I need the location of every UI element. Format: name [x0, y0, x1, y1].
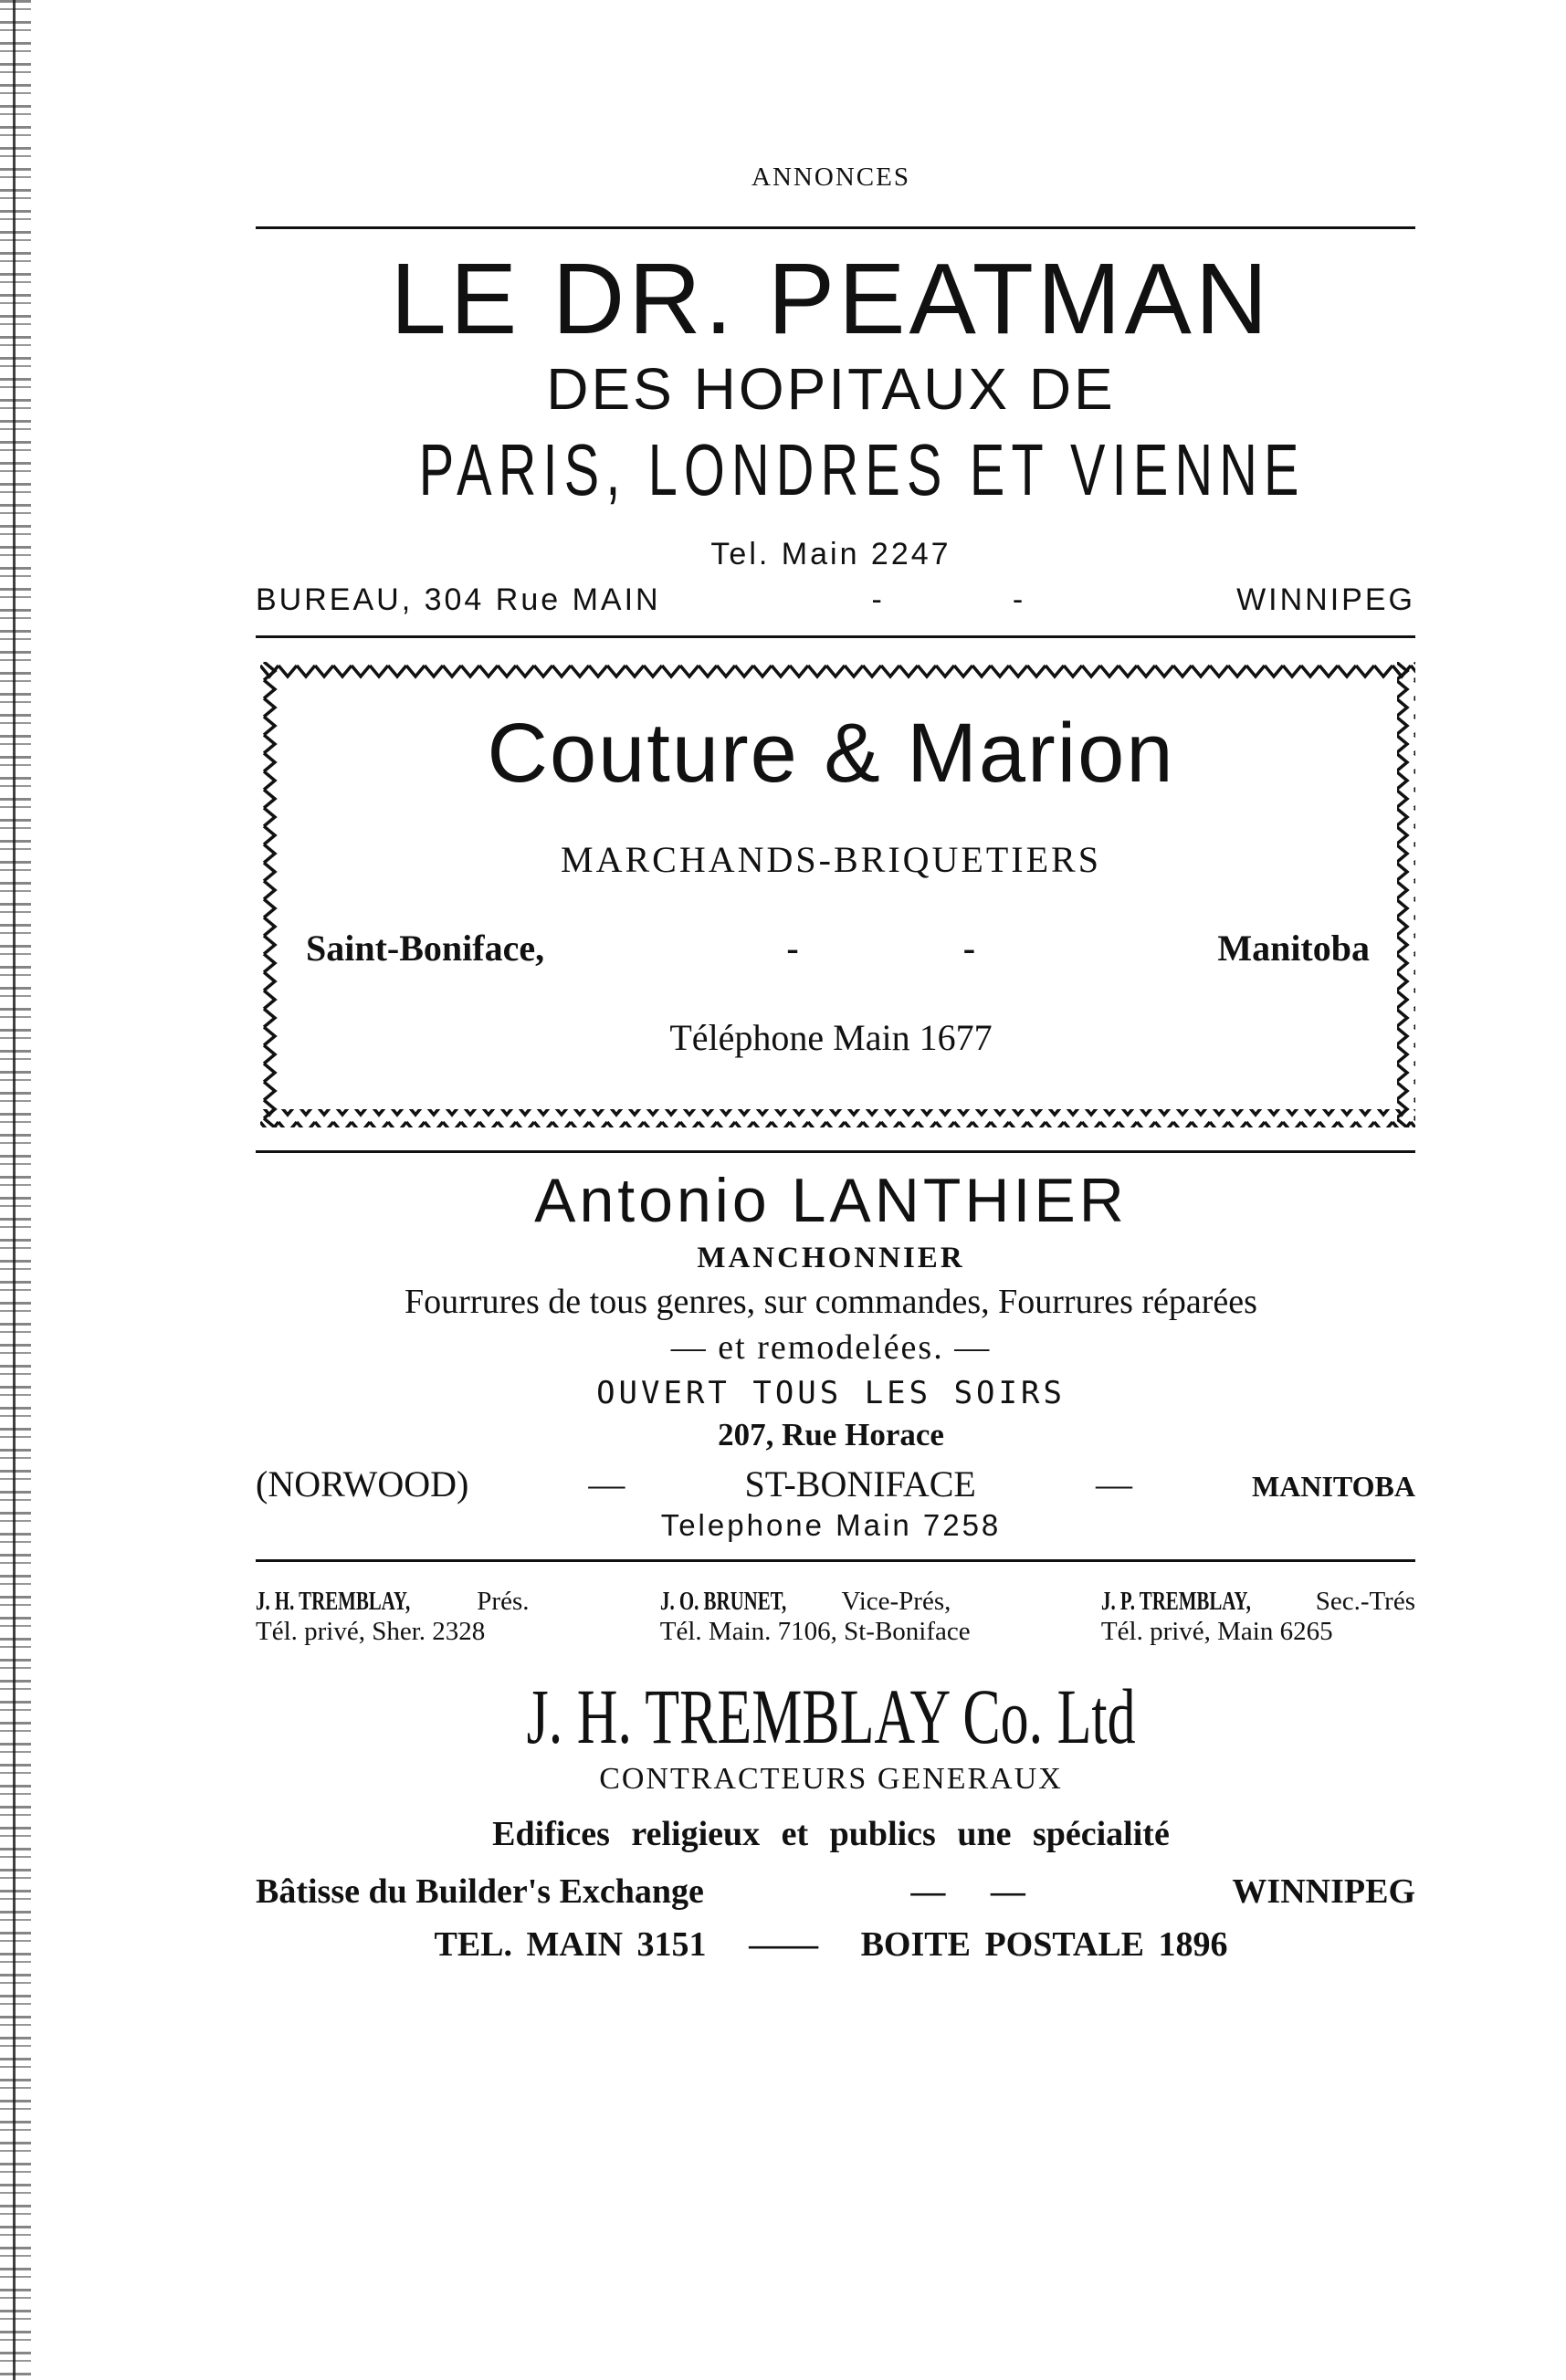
lanthier-desc2: — et remodelées. —: [670, 1328, 992, 1367]
lanthier-name: Antonio LANTHIER: [534, 1166, 1128, 1235]
officer-name: J. P. TREMBLAY,: [1100, 1587, 1251, 1616]
page-binding-line: [13, 0, 16, 2380]
peatman-line1: DES HOPITAUX DE: [546, 356, 1116, 422]
lanthier-dash: —: [588, 1463, 625, 1505]
peatman-office: BUREAU, 304 Rue MAIN: [256, 582, 661, 617]
officer-name: J. H. TREMBLAY,: [256, 1587, 411, 1616]
page-header: ANNONCES: [751, 163, 910, 192]
officer-name: J. O. BRUNET,: [659, 1587, 787, 1616]
lanthier-dash: —: [1095, 1463, 1132, 1505]
officer-phone: Tél. Main. 7106, St-Boniface: [659, 1617, 971, 1646]
tremblay-dash: — —: [910, 1872, 1025, 1911]
peatman-city: WINNIPEG: [1236, 582, 1415, 617]
lanthier-address: 207, Rue Horace: [718, 1417, 944, 1452]
officer-phone: Tél. privé, Main 6265: [1100, 1617, 1333, 1646]
couture-marion-province: Manitoba: [1217, 928, 1370, 969]
lanthier-open: OUVERT TOUS LES SOIRS: [596, 1375, 1066, 1411]
couture-marion-dash: -: [786, 928, 799, 969]
lanthier-trade: MANCHONNIER: [697, 1242, 965, 1274]
peatman-dash: -: [871, 582, 885, 617]
officer-role: Prés.: [477, 1587, 530, 1616]
peatman-line2: PARIS, LONDRES ET VIENNE: [418, 429, 1306, 510]
tremblay-city: WINNIPEG: [1232, 1872, 1415, 1911]
peatman-name: LE DR. PEATMAN: [390, 243, 1272, 355]
lanthier-location-row: [256, 1463, 1415, 1505]
lanthier-town: ST-BONIFACE: [744, 1463, 976, 1505]
couture-marion-name: Couture & Marion: [487, 707, 1175, 800]
lanthier-district: (NORWOOD): [256, 1463, 469, 1505]
tremblay-name-wrap: [247, 1672, 1415, 1760]
divider: [256, 635, 1415, 638]
peatman-line2-wrap: [247, 429, 1415, 511]
tremblay-building: Bâtisse du Builder's Exchange: [256, 1872, 704, 1911]
tremblay-specialty: Edifices religieux et publics une spécialité: [492, 1815, 1170, 1853]
divider: [256, 1150, 1415, 1153]
page-binding-edge: [0, 0, 31, 2380]
lanthier-desc1: Fourrures de tous genres, sur commandes, Fourrures réparées: [405, 1283, 1257, 1321]
couture-marion-dash: -: [962, 928, 976, 969]
tremblay-location-row: [256, 1871, 1415, 1912]
tremblay-separator: ——: [749, 1925, 819, 1964]
couture-marion-tel: Téléphone Main 1677: [669, 1017, 993, 1058]
officer-phone: Tél. privé, Sher. 2328: [256, 1617, 486, 1646]
tremblay-name: J. H. TREMBLAY Co. Ltd: [526, 1672, 1136, 1760]
tremblay-officer: [1101, 1587, 1415, 1647]
tremblay-tel: TEL. MAIN 3151: [434, 1925, 707, 1964]
lanthier-province: MANITOBA: [1252, 1470, 1415, 1503]
tremblay-box: BOITE POSTALE 1896: [860, 1925, 1228, 1964]
lanthier-tel: Telephone Main 7258: [660, 1508, 1002, 1542]
tremblay-officers: [256, 1587, 1415, 1647]
peatman-address-row: [256, 582, 1415, 618]
divider: [256, 226, 1415, 229]
divider: [256, 1559, 1415, 1562]
couture-marion-trade: MARCHANDS-BRIQUETIERS: [561, 839, 1101, 880]
couture-marion-location-row: [306, 927, 1370, 970]
tremblay-contact-row: [247, 1924, 1415, 1965]
tremblay-officer: [660, 1587, 971, 1647]
tremblay-trade: CONTRACTEURS GENERAUX: [599, 1762, 1063, 1796]
officer-role: Vice-Prés,: [841, 1587, 951, 1616]
tremblay-officer: [256, 1587, 529, 1647]
peatman-dash: -: [1012, 582, 1026, 617]
couture-marion-town: Saint-Boniface,: [306, 928, 545, 969]
officer-role: Sec.-Trés: [1315, 1587, 1415, 1616]
peatman-tel: Tel. Main 2247: [710, 537, 951, 571]
